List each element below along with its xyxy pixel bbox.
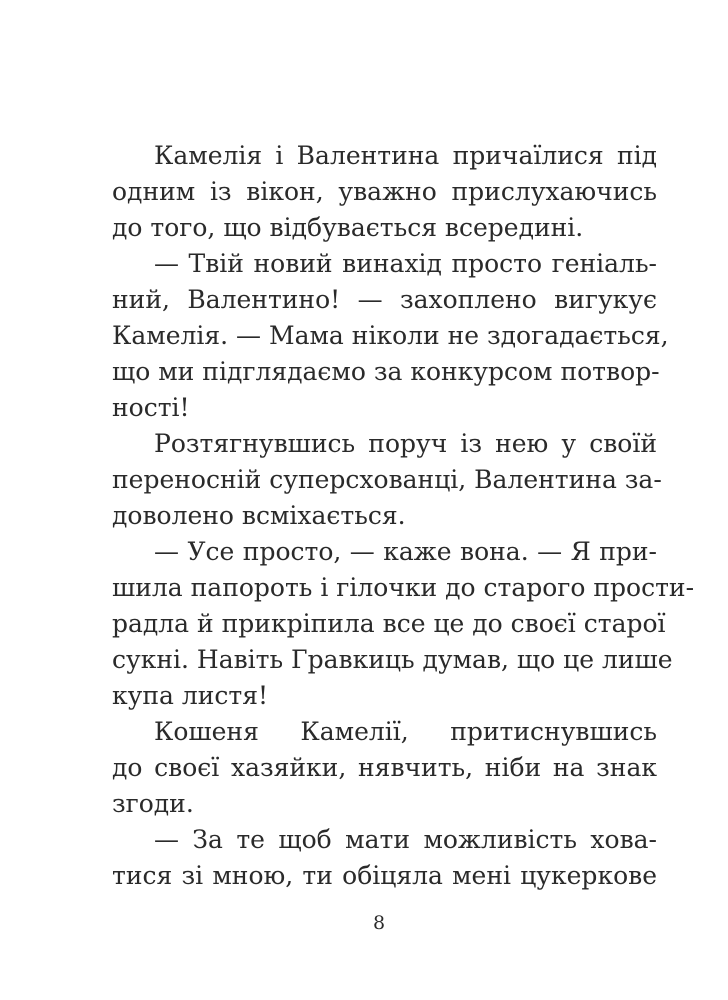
text-line: купа листя! [112, 681, 269, 710]
text-line: сукні. Навіть Гравкиць думав, що це лише [112, 645, 673, 674]
text-line: — За те щоб мати можливість хова- [154, 825, 657, 854]
text-line: згоди. [112, 789, 194, 818]
text-line: Кошеня Камелії, притиснувшись [154, 717, 657, 746]
page-number: 8 [372, 912, 386, 934]
text-line: до того, що відбувається всередині. [112, 213, 584, 242]
text-line: одним із вікон, уважно прислухаючись [112, 177, 657, 206]
text-line: шила папороть і гілочки до старого прости- [112, 573, 695, 602]
text-line: переносній суперсхованці, Валентина за- [112, 465, 662, 494]
text-line: що ми підглядаємо за конкурсом потвор- [112, 357, 660, 386]
text-line: — Твій новий винахід просто геніаль- [154, 249, 657, 278]
text-line: Камелія. — Мама ніколи не здогадається, [112, 321, 669, 350]
text-line: радла й прикріпила все це до своєї старої [112, 609, 666, 638]
text-line: Розтягнувшись поруч із нею у своїй [154, 429, 657, 458]
text-line: до своєї хазяйки, нявчить, ніби на знак [112, 753, 657, 782]
text-line: доволено всміхається. [112, 501, 406, 530]
text-line: Камелія і Валентина причаїлися під [154, 141, 657, 170]
text-line: — Усе просто, — каже вона. — Я при- [154, 537, 657, 566]
text-line: ності! [112, 393, 190, 422]
text-line: тися зі мною, ти обіцяла мені цукеркове [112, 861, 657, 890]
text-line: ний, Валентино! — захоплено вигукує [112, 285, 657, 314]
